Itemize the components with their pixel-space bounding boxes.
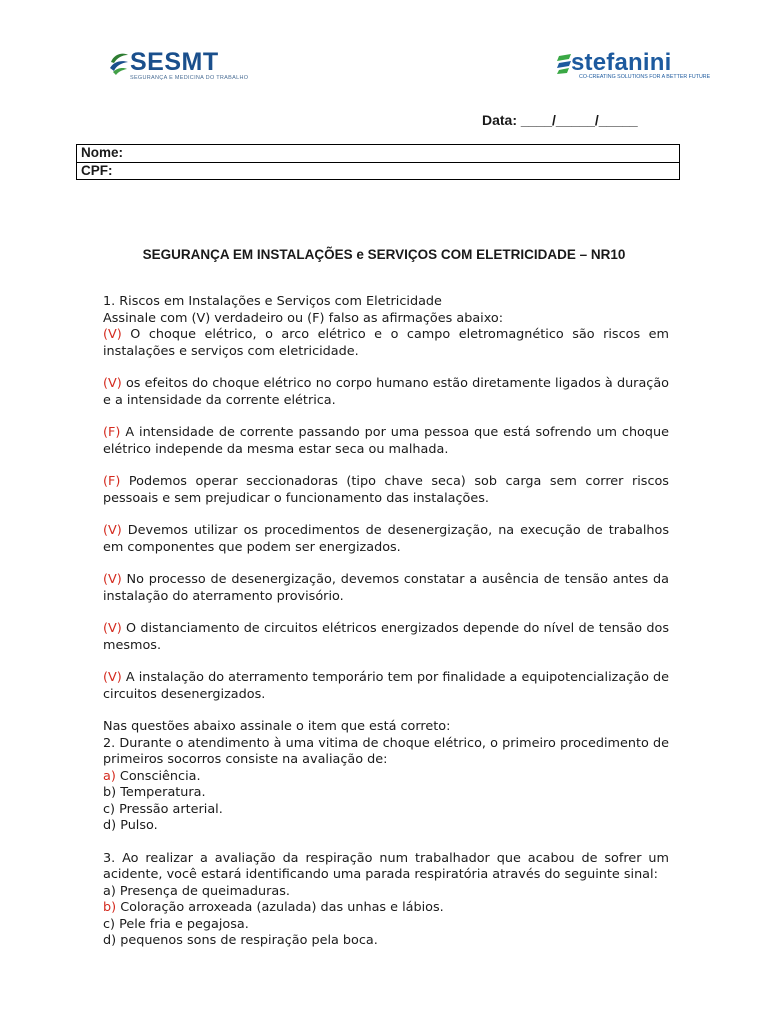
statement-text: O choque elétrico, o arco elétrico e o campo eletromagnético são riscos em instalações e serviços com eletricidade. [103,327,669,359]
answer-mark[interactable]: (V) [103,523,122,538]
answer-mark[interactable]: (V) [103,327,122,342]
q3-option-c[interactable]: c) Pele fria e pegajosa. [103,916,249,932]
q2-option-c[interactable]: c) Pressão arterial. [103,801,223,817]
sesmt-emblem-icon [108,50,130,76]
answer-mark[interactable]: (F) [103,425,121,440]
sesmt-logo-text: SESMT [130,48,219,76]
q3-option-a[interactable]: a) Presença de queimaduras. [103,883,290,899]
sesmt-logo [108,48,249,84]
sesmt-logo-tagline: SEGURANÇA E MEDICINA DO TRABALHO [130,75,249,81]
statement-1 [103,327,669,360]
statement-8 [103,670,669,703]
statement-7 [103,621,669,654]
section1-heading: 1. Riscos em Instalações e Serviços com Eletricidade [103,294,442,309]
stefanini-logo [557,50,717,84]
q2-option-d[interactable]: d) Pulso. [103,818,158,833]
answer-mark[interactable]: (V) [103,670,122,685]
q2-option-a[interactable]: a) Consciência. [103,768,201,784]
name-field[interactable] [77,145,679,162]
identification-box [76,144,680,180]
document-title: SEGURANÇA EM INSTALAÇÕES e SERVIÇOS COM ELETRICIDADE – NR10 [142,247,626,262]
statement-2 [103,376,669,409]
q3-option-b[interactable]: b) Coloração arroxeada (azulada) das unhas e lábios. [103,900,444,915]
statement-text: A intensidade de corrente passando por uma pessoa que está sofrendo um choque elétrico independe da mesma estar seca ou malhada. [103,425,669,457]
section1-instruction: Assinale com (V) verdadeiro ou (F) falso as afirmações abaixo: [103,310,504,326]
statement-text: os efeitos do choque elétrico no corpo humano estão diretamente ligados à duração e a intensidade da corrente elétrica. [103,376,669,408]
answer-mark[interactable]: (V) [103,376,122,391]
statement-6 [103,572,669,605]
statement-text: A instalação do aterramento temporário tem por finalidade a equipotencialização de circuitos desenergizados. [103,670,669,702]
q3-option-d[interactable]: d) pequenos sons de respiração pela boca. [103,933,378,948]
answer-mark[interactable]: (V) [103,621,122,636]
question-3-text: 3. Ao realizar a avaliação da respiração num trabalhador que acabou de sofrer um acidente, você estará identificando uma parada respiratória através do seguinte sinal: [103,850,669,882]
statement-5 [103,523,669,556]
section2-instruction: Nas questões abaixo assinale o item que está correto: [103,719,451,734]
cpf-label: CPF: [81,163,113,178]
statement-text: O distanciamento de circuitos elétricos energizados depende do nível de tensão dos mesmos. [103,621,669,653]
statement-text: No processo de desenergização, devemos constatar a ausência de tensão antes da instalação do aterramento provisório. [103,572,669,604]
cpf-field[interactable] [77,162,679,179]
statement-3 [103,425,669,458]
statement-text: Podemos operar seccionadoras (tipo chave seca) sob carga sem correr riscos pessoais e sem prejudicar o funcionamento das instalações. [103,474,669,506]
statement-text: Devemos utilizar os procedimentos de desenergização, na execução de trabalhos em componentes que podem ser energizados. [103,523,669,555]
answer-mark[interactable]: (V) [103,572,122,587]
answer-mark[interactable]: (F) [103,474,121,489]
question-2-text: 2. Durante o atendimento à uma vitima de choque elétrico, o primeiro procedimento de primeiros socorros consiste na avaliação de: [103,735,669,767]
name-label: Nome: [81,145,124,160]
statement-4 [103,474,669,507]
date-field[interactable]: Data: ____/_____/_____ [482,112,638,128]
stefanini-logo-text: stefanini [571,49,672,76]
questionnaire-body [103,294,669,950]
q2-option-b[interactable]: b) Temperatura. [103,785,206,800]
stefanini-logo-tagline: CO-CREATING SOLUTIONS FOR A BETTER FUTURE [579,74,711,80]
